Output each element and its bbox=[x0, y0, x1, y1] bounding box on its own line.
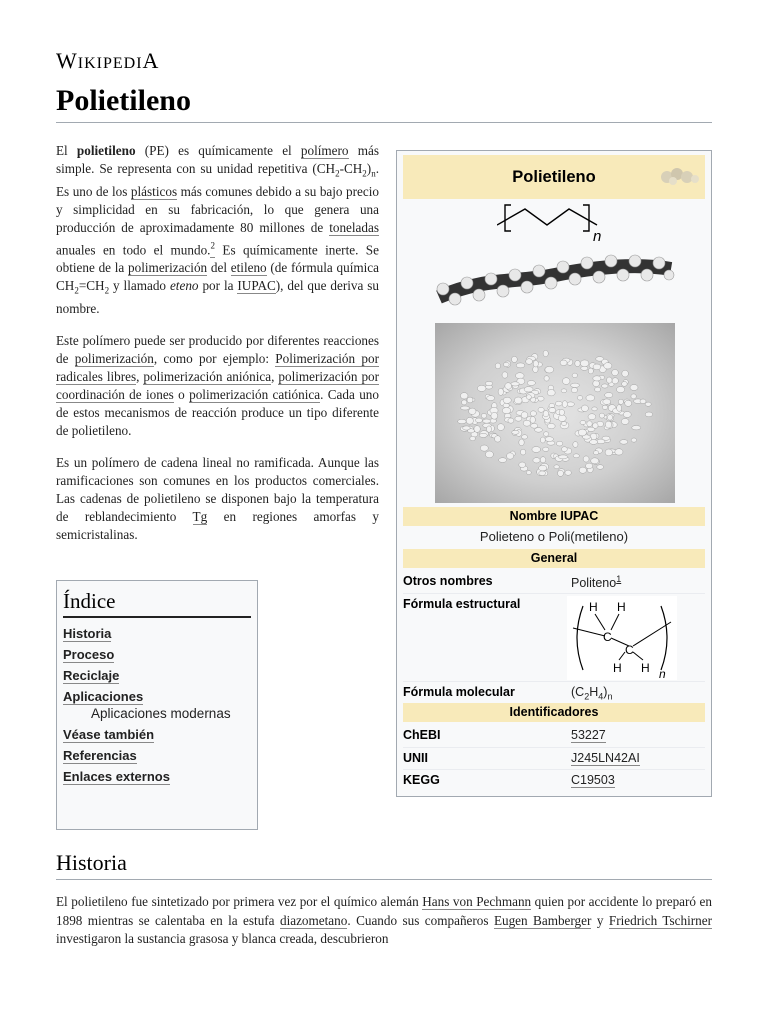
row-label: Fórmula molecular bbox=[403, 685, 515, 699]
polyethylene-pellets-photo bbox=[435, 323, 675, 503]
row-kegg bbox=[403, 769, 705, 790]
identificadores-header: Identificadores bbox=[403, 703, 705, 722]
atom-h: H bbox=[641, 661, 650, 675]
article-link[interactable]: IUPAC bbox=[237, 278, 276, 294]
chebi-link[interactable]: 53227 bbox=[571, 728, 606, 742]
toc-item[interactable]: Proceso bbox=[63, 647, 115, 662]
atom-h: H bbox=[613, 661, 622, 675]
article-link[interactable]: polimerización catiónica bbox=[189, 386, 321, 402]
row-value: Politeno$^1$ bbox=[571, 574, 622, 591]
polyethylene-chain-model bbox=[435, 253, 675, 313]
article-link[interactable]: toneladas bbox=[329, 219, 379, 235]
toc-item[interactable]: Aplicaciones bbox=[63, 689, 144, 704]
atom-h: H bbox=[617, 600, 626, 614]
intro-paragraph-2: Este polímero puede ser producido por diferentes reacciones de polimerización, como por ejemplo: Polimerización por radicales libres, polimerización aniónica, polimerización por coordinación de iones o polimerización catiónica. Cada uno de estos mecanismos de reacción produce un tipo diferente de polietileno. bbox=[56, 332, 380, 438]
wikipedia-logo[interactable] bbox=[56, 48, 159, 74]
article-link[interactable]: plásticos bbox=[130, 183, 178, 199]
historia-paragraph: El polietileno fue sintetizado por primera vez por el químico alemán Hans von Pechmann quien por accidente lo preparó en 1898 mientras se calentaba en la estufa diazometano. Cuando sus compañeros Eugen Bamberger y Friedrich Tschirner investigaron la sustancia grasosa y blanca creada, descubrieron bbox=[56, 894, 712, 946]
logo-letter-w: W bbox=[56, 48, 78, 73]
polyethylene-skeletal-formula bbox=[497, 199, 617, 245]
row-label: KEGG bbox=[403, 773, 440, 787]
infobox-title: Polietileno bbox=[403, 155, 705, 199]
section-heading-historia: Historia bbox=[56, 850, 712, 880]
intro-column bbox=[56, 142, 379, 558]
repeat-n-label: n bbox=[593, 228, 602, 245]
article-link[interactable]: etileno bbox=[230, 260, 267, 276]
toc-item[interactable]: Reciclaje bbox=[63, 668, 120, 683]
toc-item[interactable]: Enlaces externos bbox=[63, 769, 170, 784]
row-label: ChEBI bbox=[403, 728, 441, 742]
row-formula-estructural bbox=[403, 593, 705, 682]
article-link[interactable]: Polimerización por radicales libres bbox=[56, 350, 379, 384]
unii-link[interactable]: J245LN42AI bbox=[571, 751, 640, 765]
page-title: Polietileno bbox=[56, 84, 712, 123]
logo-letter-a: A bbox=[142, 48, 160, 73]
article-link[interactable]: diazometano bbox=[279, 912, 348, 928]
structural-formula-image bbox=[567, 596, 677, 680]
intro-paragraph-1: El polietileno (PE) es químicamente el polímero más simple. Se representa con su unidad repetitiva $(CH_2-CH_2)_n$. Es uno de los plásticos más comunes debido a su bajo precio y simplicidad en su fabricación, lo que genera una producción de aproximadamente 80 millones de toneladas anuales en todo el mundo.$^2$ Es químicamente inerte. Se obtiene de la polimerización del etileno (de fórmula química $CH_2=CH_2$ y llamado eteno por la IUPAC), del que deriva su nombre. bbox=[56, 143, 380, 316]
toc-title: Índice bbox=[63, 589, 251, 618]
row-value: $(C_2H_4)_n$ bbox=[571, 685, 613, 702]
reference-link[interactable]: 1 bbox=[616, 574, 622, 584]
article-link[interactable]: polimerización bbox=[128, 260, 208, 276]
iupac-name: Polieteno o Poli(metileno) bbox=[479, 529, 629, 544]
logo-letters: IKIPEDI bbox=[77, 55, 143, 72]
toc-subitem[interactable]: Aplicaciones modernas bbox=[91, 706, 231, 721]
row-label: Otros nombres bbox=[403, 574, 493, 588]
row-chebi bbox=[403, 725, 705, 745]
row-label: Fórmula estructural bbox=[403, 597, 521, 611]
row-unii bbox=[403, 747, 705, 768]
article-link[interactable]: Friedrich Tschirner bbox=[608, 912, 712, 928]
toc-item[interactable]: Referencias bbox=[63, 748, 137, 763]
atom-h: H bbox=[589, 600, 598, 614]
table-of-contents bbox=[56, 580, 258, 830]
molecule-icon bbox=[657, 165, 701, 189]
article-link[interactable]: polimerización bbox=[74, 350, 154, 366]
article-link[interactable]: 2 bbox=[210, 242, 215, 258]
toc-item[interactable]: Véase también bbox=[63, 727, 155, 742]
general-header: General bbox=[403, 549, 705, 568]
row-formula-molecular bbox=[403, 681, 705, 702]
infobox bbox=[396, 150, 712, 797]
article-link[interactable]: polimerización por coordinación de iones bbox=[56, 368, 380, 402]
article-link[interactable]: Eugen Bamberger bbox=[493, 912, 592, 928]
atom-c: C bbox=[625, 643, 634, 657]
toc-item[interactable]: Historia bbox=[63, 626, 112, 641]
intro-paragraph-3: Es un polímero de cadena lineal no ramificada. Aunque las ramificaciones son comunes en los productos comerciales. Las cadenas de polietileno se disponen bajo la temperatura de reblandecimiento Tg en regiones amorfas y semicristalinas. bbox=[56, 454, 379, 542]
repeat-n-label: n bbox=[659, 667, 666, 680]
row-otros-nombres bbox=[403, 571, 705, 591]
kegg-link[interactable]: C19503 bbox=[571, 773, 615, 787]
iupac-header: Nombre IUPAC bbox=[403, 507, 705, 526]
article-link[interactable]: Hans von Pechmann bbox=[422, 894, 532, 909]
article-link[interactable]: polímero bbox=[300, 143, 349, 158]
atom-c: C bbox=[603, 630, 612, 644]
article-link[interactable]: polimerización aniónica bbox=[143, 368, 272, 384]
row-label: UNII bbox=[403, 751, 428, 765]
article-link[interactable]: Tg bbox=[192, 508, 208, 524]
